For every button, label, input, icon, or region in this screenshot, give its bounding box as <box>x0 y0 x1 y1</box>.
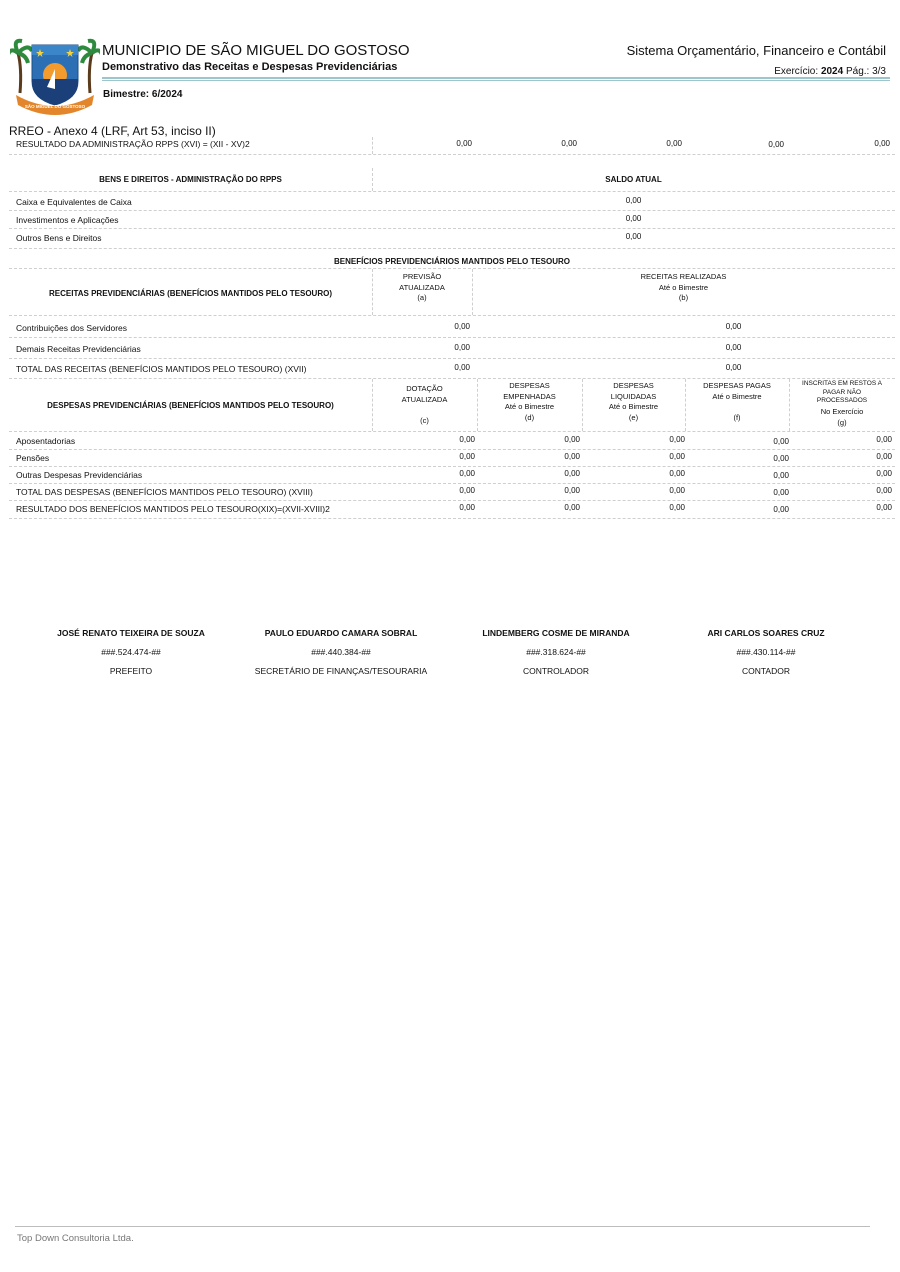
value-cell: 0,00 <box>625 232 642 241</box>
header-line: (a) <box>417 293 427 302</box>
header-line: (b) <box>678 293 689 302</box>
signer-document: ###.440.384-## <box>311 647 371 657</box>
value-cell: 0,00 <box>876 452 892 461</box>
header-line: DESPESAS <box>613 381 654 390</box>
header-line: Até o Bimestre <box>658 282 709 292</box>
value-cell: 0,00 <box>669 469 685 478</box>
beneficios-title: BENEFÍCIOS PREVIDENCIÁRIOS MANTIDOS PELO TESOURO <box>333 257 571 266</box>
value-cell: 0,00 <box>669 435 685 444</box>
value-cell: 0,00 <box>725 363 742 372</box>
value-cell: 0,00 <box>773 505 789 514</box>
header-line: (e) <box>628 412 639 422</box>
despesas-header-row <box>9 379 895 432</box>
result-rpps-row <box>9 137 895 155</box>
signer-name: PAULO EDUARDO CAMARA SOBRAL <box>264 628 418 638</box>
value-cell: 0,00 <box>876 435 892 444</box>
value-cell: 0,00 <box>564 435 580 444</box>
header-line: LIQUIDADAS <box>610 391 657 401</box>
value-cell: 0,00 <box>456 139 472 148</box>
header-line: No Exercício <box>820 406 864 416</box>
header-line: Até o Bimestre <box>504 402 555 411</box>
page-number: Pág.: 3/3 <box>845 66 886 77</box>
row-label: Outros Bens e Direitos <box>16 233 102 243</box>
row-label: Contribuições dos Servidores <box>16 323 128 333</box>
signer-document: ###.430.114-## <box>736 647 796 657</box>
row-label: Aposentadorias <box>16 436 76 446</box>
header-rule-thin <box>102 80 890 81</box>
restos-a-pagar-header <box>789 380 895 428</box>
header-line: (d) <box>524 412 535 422</box>
signer-document: ###.524.474-## <box>101 647 161 657</box>
dotacao-header <box>372 384 477 426</box>
header-line: DOTAÇÃO <box>406 384 443 393</box>
header-line: DESPESAS PAGAS <box>703 381 771 390</box>
bens-row <box>9 228 895 249</box>
header-line: DESPESAS <box>509 381 550 390</box>
anexo-title: RREO - Anexo 4 (LRF, Art 53, inciso II) <box>9 124 216 138</box>
bens-row <box>9 210 895 229</box>
header-line: Até o Bimestre <box>608 402 659 411</box>
header-line: ATUALIZADA <box>399 282 445 292</box>
row-label: TOTAL DAS RECEITAS (BENEFÍCIOS MANTIDOS PELO TESOURO) (XVII) <box>16 364 307 374</box>
row-label: RESULTADO DA ADMINISTRAÇÃO RPPS (XVI) = (XII - XV)2 <box>16 139 250 149</box>
row-label: Outras Despesas Previdenciárias <box>16 470 143 480</box>
signer-role: PREFEITO <box>109 666 153 676</box>
value-cell: 0,00 <box>874 139 890 148</box>
value-cell: 0,00 <box>561 139 577 148</box>
signature-block <box>456 628 656 685</box>
pagas-header <box>685 381 789 423</box>
exercise-label: Exercício: <box>774 66 819 77</box>
despesas-row <box>9 483 895 501</box>
receitas-row <box>9 316 895 338</box>
receitas-header-row <box>9 269 895 316</box>
header-rule <box>102 77 890 79</box>
receitas-header: RECEITAS PREVIDENCIÁRIAS (BENEFÍCIOS MANTIDOS PELO TESOURO) <box>49 289 332 298</box>
header-line: ATUALIZADA <box>401 394 448 404</box>
value-cell: 0,00 <box>768 140 784 149</box>
empenhadas-header <box>477 381 582 423</box>
row-label: TOTAL DAS DESPESAS (BENEFÍCIOS MANTIDOS PELO TESOURO) (XVIII) <box>16 487 313 497</box>
value-cell: 0,00 <box>454 322 470 331</box>
signer-name: LINDEMBERG COSME DE MIRANDA <box>482 628 630 638</box>
signer-role: SECRETÁRIO DE FINANÇAS/TESOURARIA <box>254 666 428 676</box>
value-cell: 0,00 <box>564 452 580 461</box>
value-cell: 0,00 <box>773 488 789 497</box>
row-label: Caixa e Equivalentes de Caixa <box>16 197 132 207</box>
header-line: PREVISÃO <box>402 272 442 281</box>
header-line: (g) <box>837 417 847 427</box>
signer-name: JOSÉ RENATO TEIXEIRA DE SOUZA <box>57 628 205 638</box>
liquidadas-header <box>582 381 685 423</box>
value-cell: 0,00 <box>876 469 892 478</box>
bens-row <box>9 192 895 211</box>
despesas-row <box>9 500 895 519</box>
value-cell: 0,00 <box>625 196 642 205</box>
value-cell: 0,00 <box>459 469 475 478</box>
signature-block <box>666 628 866 685</box>
value-cell: 0,00 <box>459 503 475 512</box>
row-label: Investimentos e Aplicações <box>16 215 119 225</box>
signer-role: CONTADOR <box>741 666 790 676</box>
signer-role: CONTROLADOR <box>522 666 590 676</box>
period-label: Bimestre: 6/2024 <box>103 89 183 100</box>
receitas-total-row <box>9 358 895 379</box>
header-line: Até o Bimestre <box>712 391 762 401</box>
footer-rule <box>15 1226 870 1227</box>
value-cell: 0,00 <box>564 503 580 512</box>
row-label: RESULTADO DOS BENEFÍCIOS MANTIDOS PELO TESOURO(XIX)=(XVII-XVIII)2 <box>16 504 330 514</box>
value-cell: 0,00 <box>564 486 580 495</box>
row-label: Pensões <box>16 453 50 463</box>
saldo-atual-header: SALDO ATUAL <box>605 175 662 184</box>
signer-document: ###.318.624-## <box>526 647 586 657</box>
report-title: Demonstrativo das Receitas e Despesas Previdenciárias <box>102 61 398 73</box>
value-cell: 0,00 <box>725 322 742 331</box>
header-line: (c) <box>420 415 429 425</box>
value-cell: 0,00 <box>625 214 642 223</box>
signer-name: ARI CARLOS SOARES CRUZ <box>707 628 825 638</box>
signature-block <box>31 628 231 685</box>
despesas-row <box>9 432 895 450</box>
value-cell: 0,00 <box>773 437 789 446</box>
value-cell: 0,00 <box>459 435 475 444</box>
exercise-info <box>774 66 886 77</box>
value-cell: 0,00 <box>666 139 682 148</box>
value-cell: 0,00 <box>669 452 685 461</box>
header-line: EMPENHADAS <box>503 391 556 401</box>
despesas-header: DESPESAS PREVIDENCIÁRIAS (BENEFÍCIOS MANTIDOS PELO TESOURO) <box>47 401 334 410</box>
logo-ribbon-text: SÃO MIGUEL DO GOSTOSO <box>24 104 86 109</box>
exercise-year: 2024 <box>820 66 844 77</box>
value-cell: 0,00 <box>669 503 685 512</box>
bens-header: BENS E DIREITOS - ADMINISTRAÇÃO DO RPPS <box>99 175 282 184</box>
bens-header-row <box>9 168 895 192</box>
value-cell: 0,00 <box>773 471 789 480</box>
value-cell: 0,00 <box>773 454 789 463</box>
value-cell: 0,00 <box>725 343 742 352</box>
value-cell: 0,00 <box>459 486 475 495</box>
header-line: PROCESSADOS <box>816 397 868 404</box>
despesas-row <box>9 466 895 484</box>
header-line: RECEITAS REALIZADAS <box>640 272 727 281</box>
header-line: (f) <box>733 412 741 422</box>
previsao-header <box>372 272 472 304</box>
value-cell: 0,00 <box>454 363 470 372</box>
municipality-title: MUNICIPIO DE SÃO MIGUEL DO GOSTOSO <box>102 42 410 59</box>
footer-company: Top Down Consultoria Ltda. <box>17 1233 134 1244</box>
system-name: Sistema Orçamentário, Financeiro e Contábil <box>626 43 886 58</box>
header-line: PAGAR NÃO <box>822 388 862 396</box>
receitas-row <box>9 338 895 359</box>
row-label: Demais Receitas Previdenciárias <box>16 344 141 354</box>
value-cell: 0,00 <box>459 452 475 461</box>
value-cell: 0,00 <box>876 486 892 495</box>
receitas-realizadas-header <box>472 272 895 304</box>
value-cell: 0,00 <box>564 469 580 478</box>
signature-block <box>241 628 441 685</box>
value-cell: 0,00 <box>876 503 892 512</box>
beneficios-title-row <box>9 253 895 269</box>
despesas-row <box>9 449 895 467</box>
header-line: INSCRITAS EM RESTOS A <box>802 380 882 387</box>
municipality-coat-of-arms-logo <box>10 33 100 115</box>
value-cell: 0,00 <box>669 486 685 495</box>
value-cell: 0,00 <box>454 343 470 352</box>
